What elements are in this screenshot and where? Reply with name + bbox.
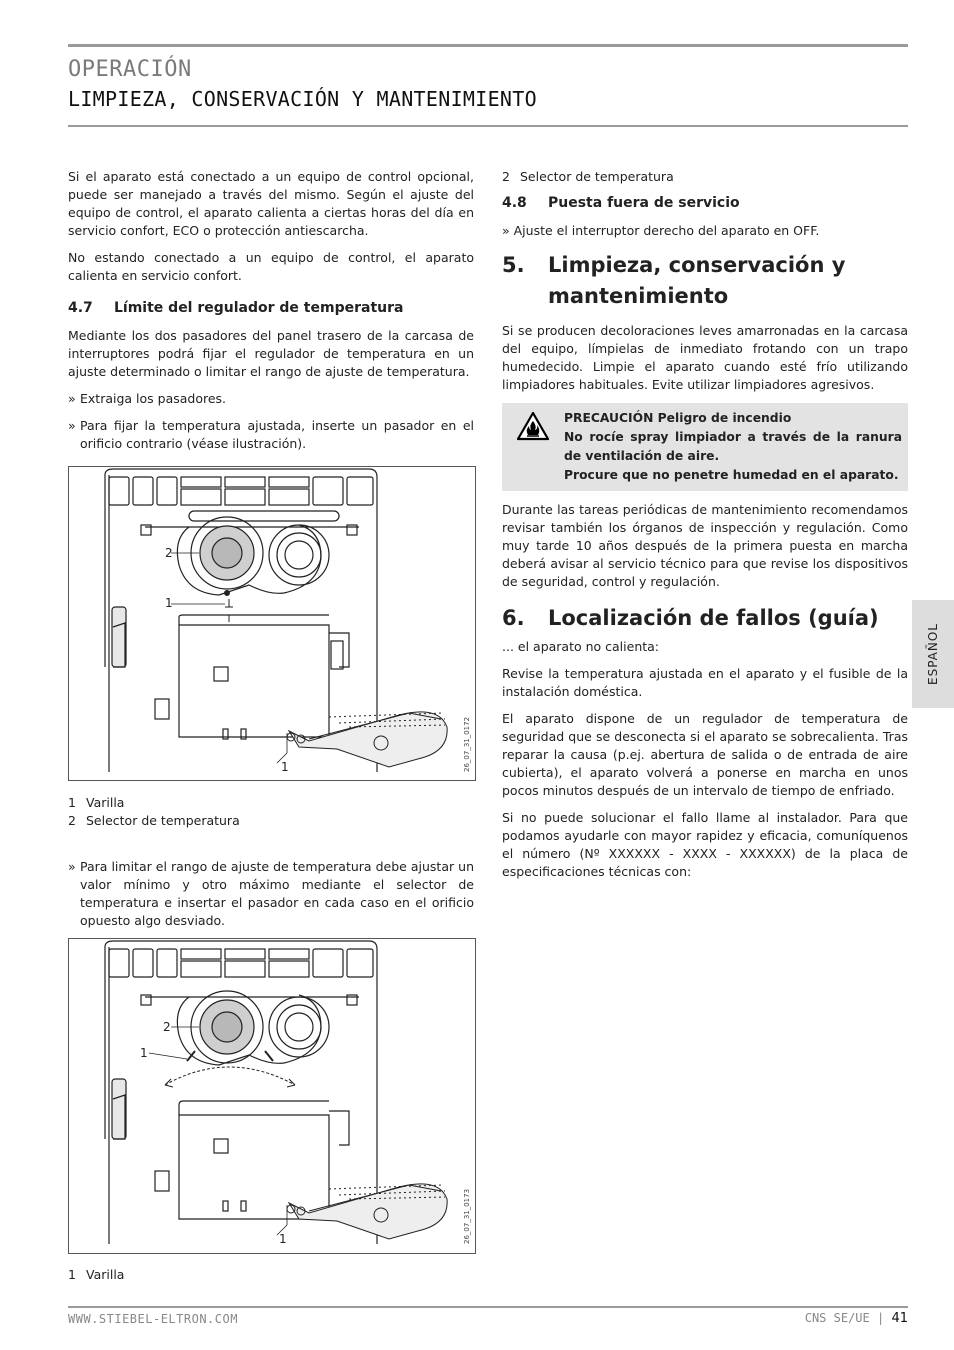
legend-item: [502, 168, 908, 186]
bullet-mark: »: [68, 391, 76, 406]
section-title: Localización de fallos (guía): [548, 606, 879, 630]
callout-1: 1: [279, 1232, 287, 1246]
footer-rule: [68, 1306, 908, 1308]
legend-text: Selector de temperatura: [520, 169, 674, 184]
footer-url: WWW.STIEBEL-ELTRON.COM: [68, 1312, 238, 1326]
left-column-bullet-3: [68, 858, 474, 939]
left-column: [68, 168, 474, 462]
device-illustration: [69, 939, 475, 1253]
legend-item: [68, 1266, 474, 1284]
paragraph: Si el aparato está conectado a un equipo de control opcional, puede ser manejado a través del mismo. Según el ajuste del equipo de control, el aparato calienta a ciertas horas del día en servicio confort, ECO o protección antiescarcha.: [68, 169, 474, 238]
header-top-rule: [68, 44, 908, 47]
section-heading-4-7: [68, 299, 474, 317]
callout-2: 2: [165, 546, 173, 560]
callout-1: 1: [165, 596, 173, 610]
bullet-item: [68, 417, 474, 453]
bullet-item: [68, 390, 474, 408]
warning-text: No rocíe spray limpiador a través de la ranura de ventilación de aire.: [564, 430, 902, 463]
paragraph: Si no puede solucionar el fallo llame al instalador. Para que podamos ayudarle con mayor rapidez y eficacia, comuníquenos el número (Nº XXXXXX - XXXX - XXXXXX) de la placa de especificaciones técnicas con:: [502, 810, 908, 879]
footer-model: CNS SE/UE: [804, 1311, 870, 1325]
right-column: [502, 168, 908, 890]
bullet-text: Para limitar el rango de ajuste de temperatura debe ajustar un valor mínimo y otro máximo mediante el selector de temperatura e insertar el pasador en cada caso en el orificio opuesto algo desviado.: [80, 859, 474, 928]
footer-page-info: [805, 1311, 908, 1326]
figure-2-legend: [68, 1266, 474, 1284]
device-illustration: [69, 467, 475, 780]
legend-item: [68, 812, 474, 830]
paragraph: No estando conectado a un equipo de control, el aparato calienta en servicio confort.: [68, 250, 474, 283]
warning-text: Procure que no penetre humedad en el aparato.: [564, 468, 899, 482]
paragraph: ... el aparato no calienta:: [502, 639, 660, 654]
page-number: 41: [891, 1311, 908, 1326]
language-tab: [912, 600, 954, 708]
page-title: LIMPIEZA, CONSERVACIÓN Y MANTENIMIENTO: [68, 87, 537, 111]
figure-1-legend: [68, 794, 474, 830]
section-title: OPERACIÓN: [68, 57, 192, 82]
legend-text: Varilla: [86, 1267, 125, 1282]
legend-item: [68, 794, 474, 812]
header-bottom-rule: [68, 125, 908, 127]
legend-number: 2: [68, 813, 76, 828]
language-label: ESPAÑOL: [926, 623, 940, 685]
legend-text: Selector de temperatura: [86, 813, 240, 828]
footer-separator: |: [876, 1311, 885, 1325]
section-number: 5.: [502, 253, 525, 277]
figure-code: 26_07_31_0172: [463, 716, 471, 772]
bullet-mark: »: [68, 418, 76, 433]
section-number: 4.7: [68, 300, 93, 316]
fire-warning-icon: [502, 409, 564, 485]
section-heading-5: [502, 250, 908, 312]
legend-number: 1: [68, 1267, 76, 1282]
section-title: Limpieza, conservación y mantenimiento: [548, 253, 846, 308]
paragraph: El aparato dispone de un regulador de temperatura de seguridad que se desconecta si el aparato se sobrecalienta. Tras reparar la causa (p.ej. abertura de salida o de entrada de aire cubierta), el aparato volverá a ponerse en marcha en unos pocos minutos después de un intervalo de tiempo de enfriado.: [502, 711, 908, 798]
section-number: 6.: [502, 606, 525, 630]
section-title: Puesta fuera de servicio: [548, 195, 740, 211]
section-heading-4-8: [502, 194, 908, 212]
bullet-mark: »: [68, 859, 76, 874]
paragraph: Si se producen decoloraciones leves amarronadas en la carcasa del equipo, límpielas de inmediato frotando con un trapo humedecido. Limpie el aparato cuando esté frío utilizando limpiadores habituales. Evite utilizar limpiadores agresivos.: [502, 323, 908, 392]
paragraph: Durante las tareas periódicas de mantenimiento recomendamos revisar también los órganos de inspección y regulación. Como muy tarde 10 años después de la primera puesta en marcha deberá avisar al servicio técnico para que revise los dispositivos de seguridad, control y regulación.: [502, 502, 908, 589]
bullet-item: [68, 858, 474, 930]
figure-fixed-setting: [68, 466, 476, 781]
bullet-text: Extraiga los pasadores.: [80, 391, 227, 406]
callout-2: 2: [163, 1020, 171, 1034]
paragraph: Revise la temperatura ajustada en el aparato y el fusible de la instalación doméstica.: [502, 666, 908, 699]
figure-code: 26_07_31_0173: [463, 1188, 471, 1244]
section-heading-6: [502, 603, 908, 634]
section-number: 4.8: [502, 195, 527, 211]
callout-1: 1: [281, 760, 289, 774]
figure-limit-range: [68, 938, 476, 1254]
paragraph: Mediante los dos pasadores del panel trasero de la carcasa de interruptores podrá fijar el regulador de temperatura en un ajuste determinado o limitar el rango de ajuste de temperatura.: [68, 328, 474, 379]
section-title: Límite del regulador de temperatura: [114, 300, 404, 316]
warning-box: [502, 403, 908, 491]
legend-text: Varilla: [86, 795, 125, 810]
bullet-text: » Ajuste el interruptor derecho del aparato en OFF.: [502, 223, 820, 238]
legend-number: 1: [68, 795, 76, 810]
callout-1: 1: [140, 1046, 148, 1060]
legend-number: 2: [502, 169, 510, 184]
bullet-text: Para fijar la temperatura ajustada, inserte un pasador en el orificio contrario (véase ilustración).: [80, 418, 474, 451]
warning-title: PRECAUCIÓN Peligro de incendio: [564, 411, 792, 425]
